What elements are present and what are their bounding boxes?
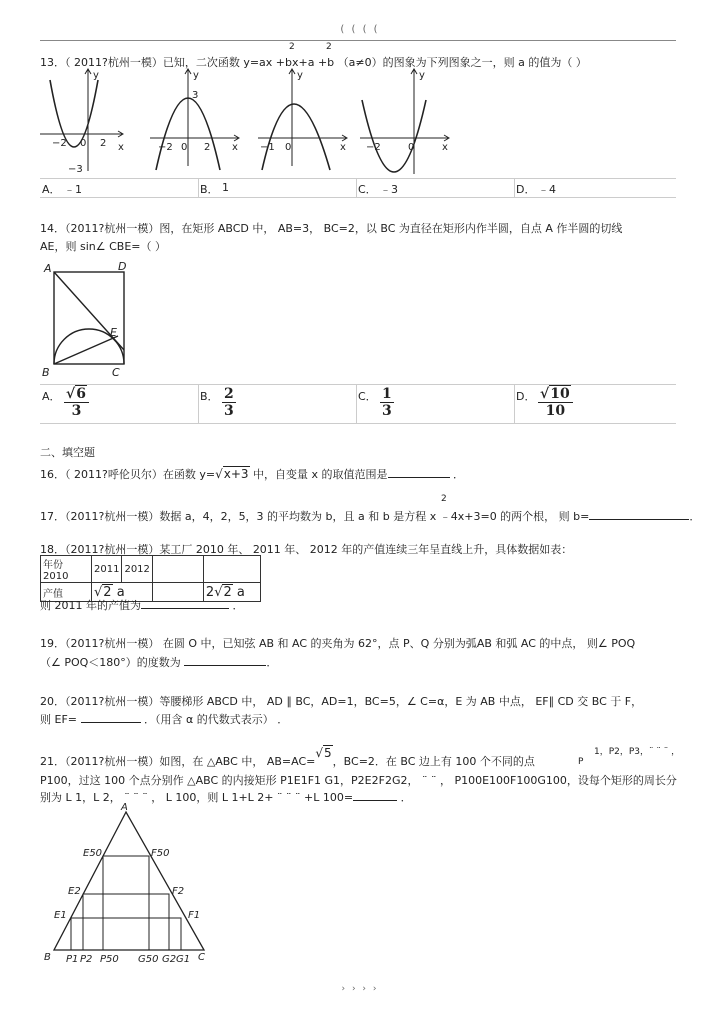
parabola (262, 104, 330, 170)
q19-text-line2: （∠ POQ＜180°）的度数为 ． (40, 656, 278, 669)
q13-sup-1: 2 (289, 42, 295, 52)
q13-options (40, 178, 676, 198)
point-label-e: E (110, 326, 117, 339)
q19-text-line1: 19．（2011?杭州一模） 在圆 O 中，已知弦 AB 和 AC 的夹角为 62°，点 P、Q 分别为弧AB 和弧 AC 的中点， 则∠ POQ (40, 637, 636, 650)
point-label-d: D (118, 260, 127, 273)
q13-graph-b (150, 69, 239, 170)
q20-text-line1: 20．（2011?杭州一模）等腰梯形 ABCD 中， AD ∥ BC，AD=1，BC=5，∠ C=α，E 为 AB 中点， EF∥ CD 交 BC 于 F， (40, 695, 643, 708)
tick-label: −2 (52, 138, 67, 149)
q13-graph-c (258, 69, 347, 170)
point-label-g2: G2 (162, 954, 177, 965)
rectangle-p50 (103, 856, 149, 950)
q16-answer-blank[interactable] (388, 477, 450, 478)
rectangle-abcd (54, 272, 124, 364)
point-label-g1: G1 (176, 954, 191, 965)
q21-text-line1: 21．（2011?杭州一模）如图，在 △ABC 中， AB=AC=√5，BC=2．在 BC 边上有 100 个不同的点 (40, 746, 535, 768)
rectangle-p2 (83, 894, 169, 950)
table-cell: 2√2 a (203, 583, 260, 602)
tick-label: −2 (366, 142, 381, 153)
q21-points-p: P (578, 757, 584, 767)
axis-label-x: x (232, 142, 238, 153)
axis-label-y: y (93, 70, 99, 81)
q13-text: 13．（ 2011?杭州一模）已知，二次函数 y=ax +bx+a +b （a≠0）的图象为下列图象之一，则 a 的值为（ ） (40, 56, 587, 69)
q14-option-d[interactable]: D． $\frac{√10}{10}$ (514, 385, 676, 423)
q16-text: 16．（ 2011?呼伦贝尔）在函数 y=√x+3 中，自变量 x 的取值范围是 ． (40, 467, 465, 481)
q13-graph-d (360, 69, 449, 174)
q13-option-d[interactable]: D． ﹣4 (516, 183, 556, 196)
q21-figure (38, 800, 218, 968)
tick-label: −3 (68, 164, 83, 175)
q14-text-line1: 14．（2011?杭州一模）图，在矩形 ABCD 中， AB=3， BC=2，以 BC 为直径在矩形内作半圆，自点 A 作半圆的切线 (40, 222, 623, 235)
q17-sup: 2 (441, 494, 447, 504)
q18-answer-blank[interactable] (141, 608, 229, 609)
tick-label: −2 (158, 142, 173, 153)
q14-options (40, 384, 676, 424)
q21-answer-blank[interactable] (353, 800, 397, 801)
point-label-e2: E2 (68, 886, 81, 897)
table-cell (152, 556, 203, 583)
q21-text-line3: 别为 L 1，L 2， ¨ ¨ ¨ ， L 100，则 L 1+L 2+ ¨ ¨ ¨ +L 100= ． (40, 791, 412, 804)
axis-label-x: x (340, 142, 346, 153)
point-label-b: B (42, 366, 50, 379)
point-label-g50: G50 (138, 954, 159, 965)
point-label-p50: P50 (100, 954, 119, 965)
table-cell: 年份 2010 (41, 556, 92, 583)
point-label-f50: F50 (151, 848, 170, 859)
axis-label-x: x (118, 142, 124, 153)
point-label-e50: E50 (83, 848, 103, 859)
point-label-f1: F1 (188, 910, 201, 921)
tick-label: 3 (192, 90, 199, 101)
point-label-e1: E1 (54, 910, 67, 921)
section-title: 二、填空题 (40, 446, 95, 459)
page-footer-marks: › › › › (341, 984, 379, 994)
point-label-f2: F2 (172, 886, 185, 897)
origin-label: 0 (285, 142, 292, 153)
rectangle-p1 (71, 918, 181, 950)
point-label-a: A (121, 802, 128, 813)
q20-answer-blank[interactable] (81, 722, 141, 723)
axis-label-y: y (419, 70, 425, 81)
q17-text: 17．（2011?杭州一模）数据 a，4，2，5，3 的平均数为 b，且 a 和 b 是方程 x ﹣4x+3=0 的两个根， 则 b= ． (40, 510, 701, 523)
table-cell: 产值 (41, 583, 92, 602)
q17-answer-blank[interactable] (589, 519, 689, 520)
tick-label: −1 (260, 142, 275, 153)
q18-answer: 则 2011 年的产值为 ． (40, 599, 244, 612)
q14-option-c[interactable]: C． $\frac{1}{3}$ (356, 385, 515, 423)
point-label-c: C (112, 366, 120, 379)
table-cell: 2012 (122, 556, 152, 583)
q14-text-line2: AE，则 sin∠ CBE=（ ） (40, 240, 166, 253)
q20-text-line2: 则 EF= ．（用含 α 的代数式表示） ． (40, 713, 289, 726)
q19-answer-blank[interactable] (184, 665, 266, 666)
q18-table (40, 555, 261, 602)
origin-label: 0 (80, 138, 87, 149)
table-cell (203, 556, 260, 583)
tick-label: 2 (204, 142, 211, 153)
q13-option-a[interactable]: A． ﹣1 (40, 179, 199, 197)
axis-label-x: x (442, 142, 448, 153)
point-label-p1: P1 (66, 954, 79, 965)
axis-label-y: y (297, 70, 303, 81)
parabola (362, 100, 426, 172)
point-label-c: C (198, 952, 205, 963)
q21-text-line2: P100，过这 100 个点分别作 △ABC 的内接矩形 P1E1F1 G1，P2E2F2G2， ¨ ¨ ， P100E100F100G100，设每个矩形的周长分 (40, 774, 677, 787)
page-header-marks: ( ( ( ( (340, 24, 380, 35)
q13-option-c[interactable]: C． ﹣3 (356, 179, 515, 197)
header-rule (40, 40, 676, 41)
q13-graph-a (40, 69, 123, 171)
q14-option-b[interactable]: B． $\frac{2}{3}$ (198, 385, 357, 423)
q13-option-b[interactable]: B． 1 (198, 179, 357, 197)
origin-label: 0 (181, 142, 188, 153)
axis-label-y: y (193, 70, 199, 81)
table-cell: 2011 (92, 556, 122, 583)
tick-label: 2 (100, 138, 107, 149)
q18-text: 18．（2011?杭州一模）某工厂 2010 年、 2011 年、 2012 年的产值连续三年呈直线上升，具体数据如表： (40, 543, 573, 556)
q14-option-a[interactable]: A． $\frac{√6}{3}$ (40, 385, 199, 423)
point-label-p2: P2 (80, 954, 93, 965)
q21-points-list: 1，P2，P3，¨ ¨ ¨ ， (594, 747, 681, 757)
table-cell: √2 a (92, 583, 153, 602)
origin-label: 0 (408, 142, 415, 153)
q13-sup-2: 2 (326, 42, 332, 52)
parabola (50, 80, 98, 147)
q13-graphs (40, 66, 680, 178)
point-label-b: B (44, 952, 51, 963)
q14-figure (40, 258, 140, 380)
point-label-a: A (44, 262, 52, 275)
